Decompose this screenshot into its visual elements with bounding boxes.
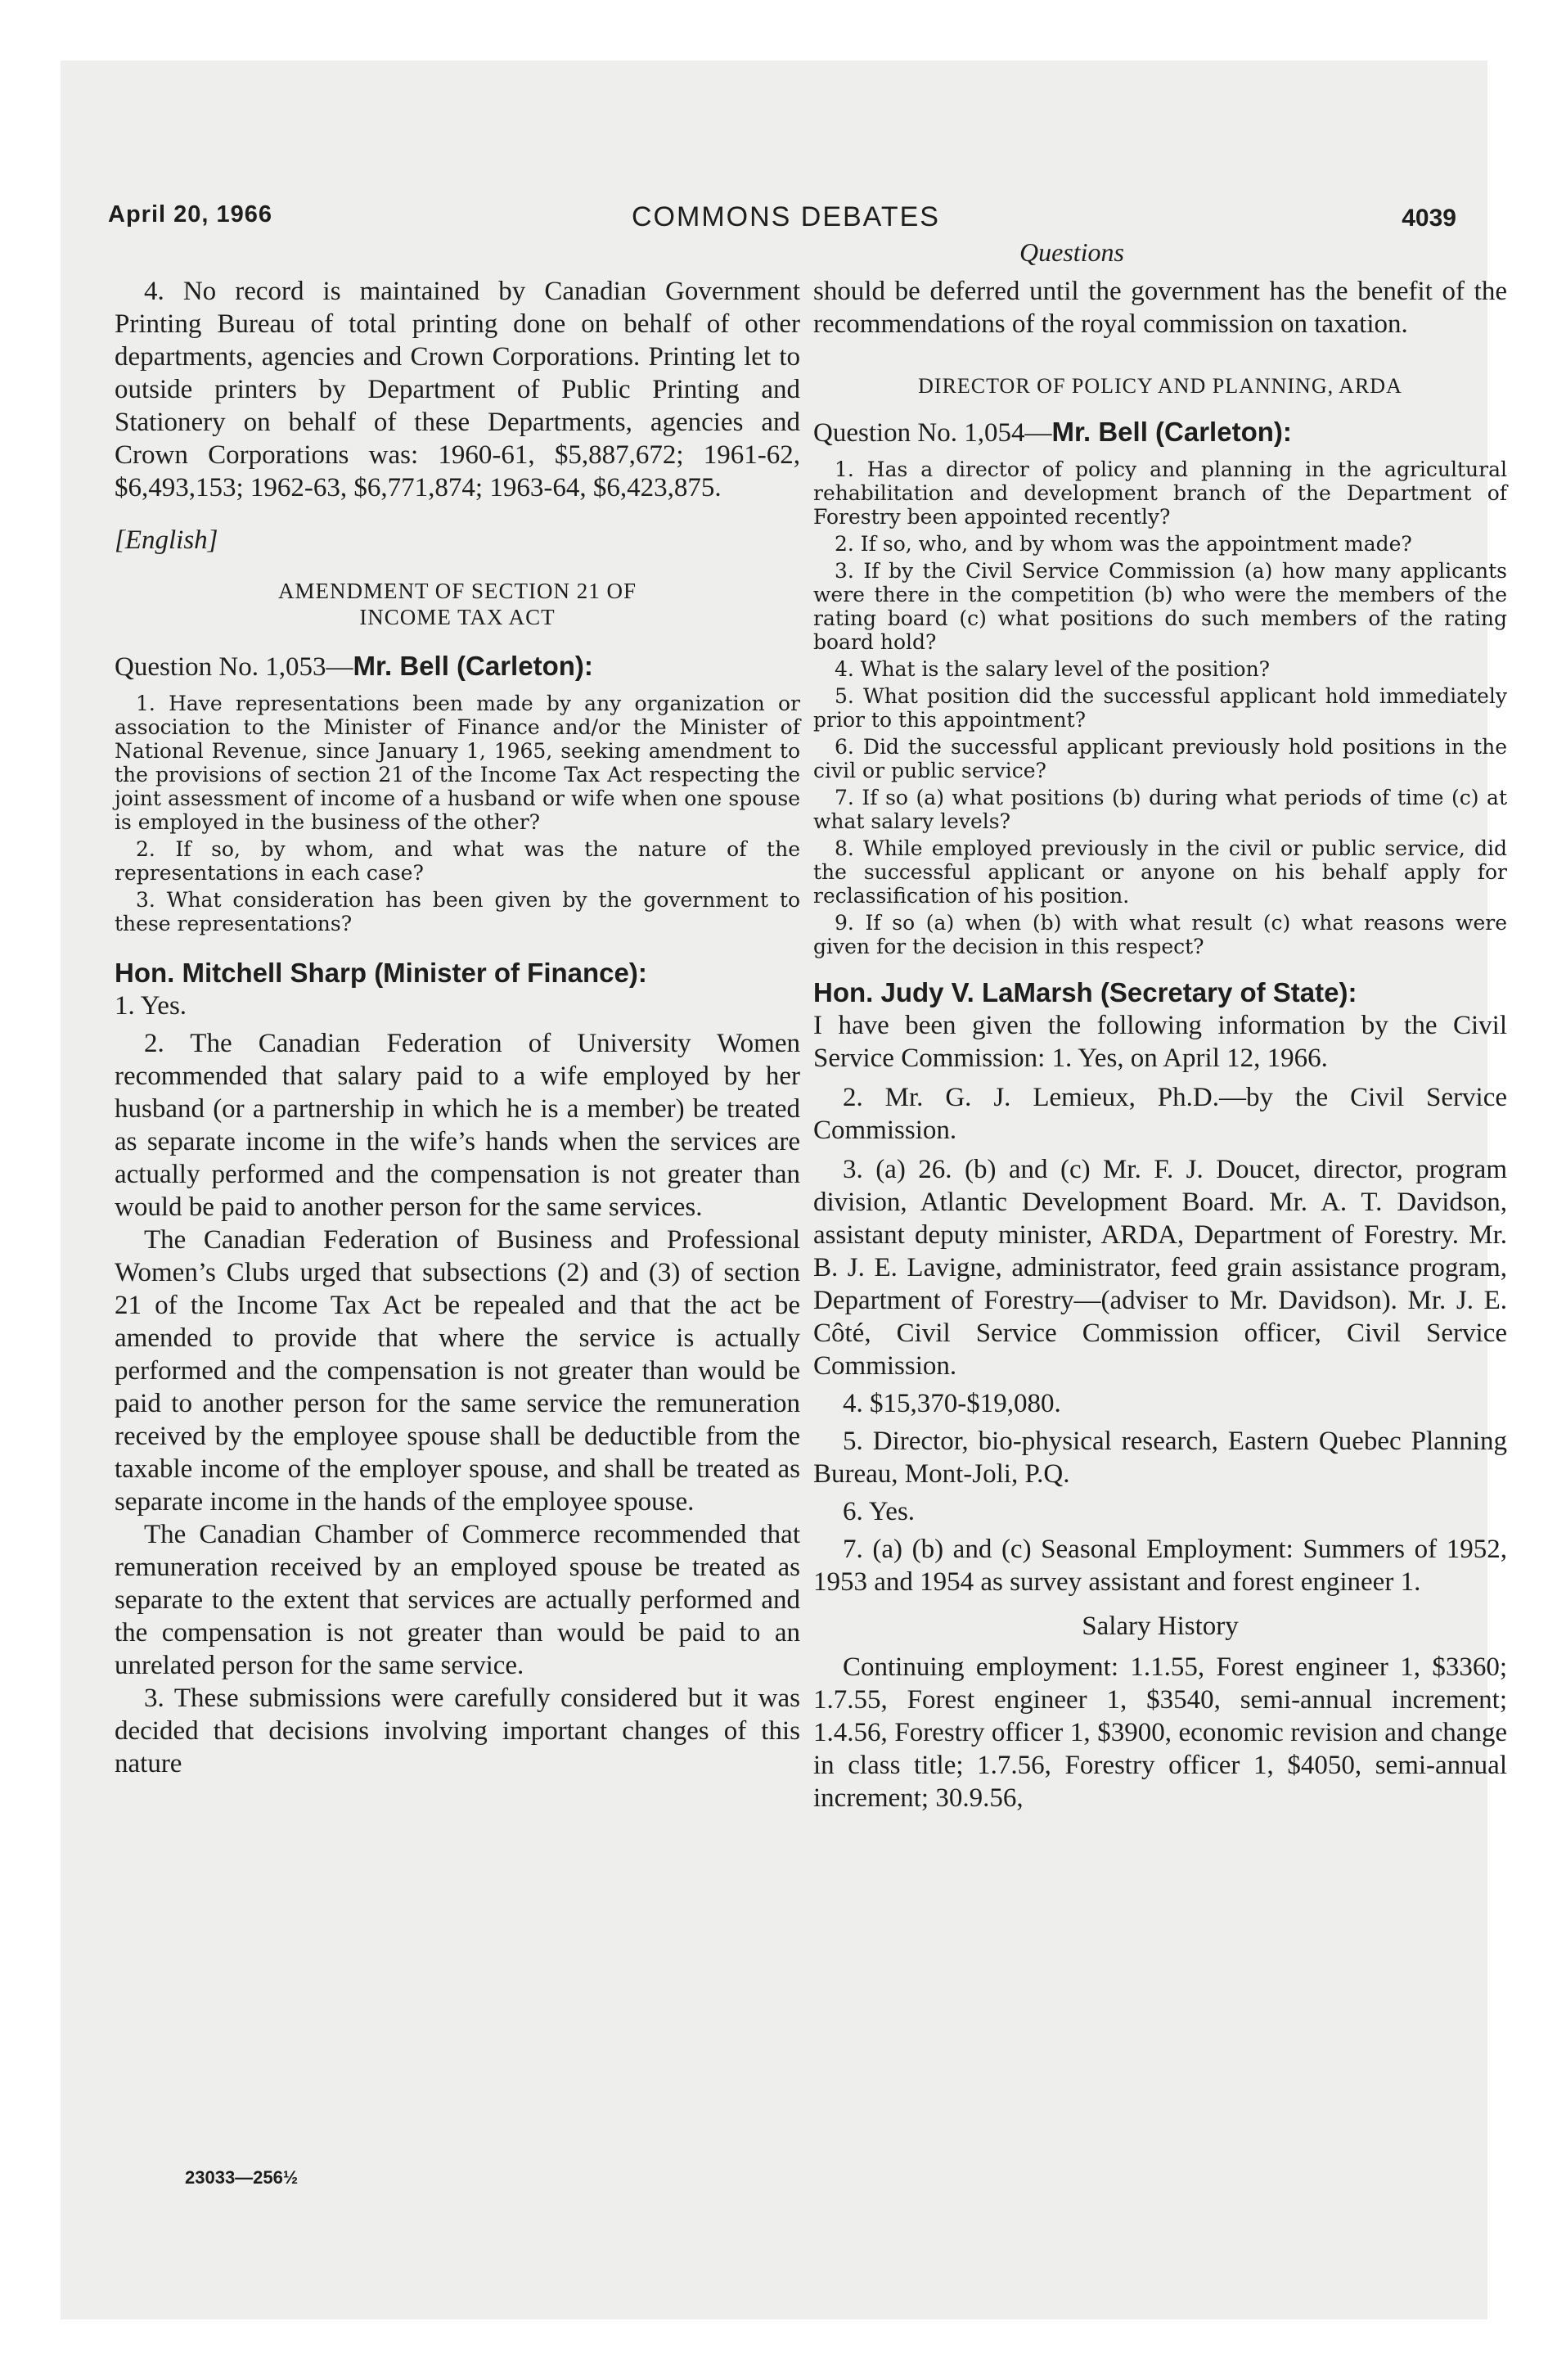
print-code: 23033—256½: [185, 2167, 299, 2188]
answer-item: 2. Mr. G. J. Lemieux, Ph.D.—by the Civil Service Commission.: [813, 1083, 1507, 1145]
question-item: 3. What consideration has been given by the government to these representations?: [115, 888, 800, 935]
question-item: 6. Did the successful applicant previously hold positions in the civil or public service?: [813, 735, 1507, 782]
section-heading: DIRECTOR OF POLICY AND PLANNING, ARDA: [918, 374, 1402, 398]
question-item: 8. While employed previously in the civil or public service, did the successful applicant or anyone on his behalf apply for reclassification of his position.: [813, 836, 1507, 908]
question-item: 1. Has a director of policy and planning in the agricultural rehabilitation and development branch of the Department of Forestry been appointed recently?: [813, 458, 1507, 529]
answer-item: 3. These submissions were carefully considered but it was decided that decisions involving important changes of this nature: [115, 1684, 800, 1778]
page-number: 4039: [1402, 205, 1456, 232]
question-number: [115, 650, 800, 683]
answer-item: I have been given the following information by the Civil Service Commission: 1. Yes, on April 12, 1966.: [813, 1011, 1507, 1073]
section-title: Questions: [1019, 237, 1124, 267]
paragraph: 4. No record is maintained by Canadian Government Printing Bureau of total printing done on behalf of other departments, agencies and Crown Corporations. Printing let to outside printers by Department of Public Printing and Stationery on behalf of these Departments, agencies and Crown Corporations was: 1960-61, $5,887,672; 1961-62, $6,493,153; 1962-63, $6,771,874; 1963-64, $6,423,875.: [115, 277, 800, 503]
left-column: [115, 275, 800, 1780]
question-item: 1. Have representations been made by any organization or association to the Minister of Finance and/or the Minister of National Revenue, since January 1, 1965, seeking amendment to the provisions of section 21 of the Income Tax Act respecting the joint assessment of income of a husband or wife when one spouse is employed in the business of the other?: [115, 692, 800, 834]
section-heading: AMENDMENT OF SECTION 21 OF: [277, 579, 637, 603]
question-item: 4. What is the salary level of the position?: [835, 657, 1271, 681]
answer-item: 5. Director, bio-physical research, Eastern Quebec Planning Bureau, Mont-Joli, P.Q.: [813, 1427, 1507, 1489]
question-author: Mr. Bell (Carleton):: [1051, 417, 1292, 447]
question-author: Mr. Bell (Carleton):: [353, 651, 593, 681]
answer-item: 7. (a) (b) and (c) Seasonal Employment: Summers of 1952, 1953 and 1954 as survey assistant and forest engineer 1.: [813, 1535, 1507, 1597]
answer-item: 6. Yes.: [843, 1497, 916, 1526]
answer-item: 1. Yes.: [115, 991, 187, 1021]
page-title: COMMONS DEBATES: [632, 201, 940, 232]
answer-item: The Canadian Chamber of Commerce recommended that remuneration received by an employed spouse be treated as separate to the extent that services are actually performed and the compensation is not greater than would be paid to an unrelated person for the same service.: [115, 1520, 800, 1680]
question-item: 9. If so (a) when (b) with what result (c) what reasons were given for the decision in this respect?: [813, 911, 1507, 958]
question-item: 2. If so, by whom, and what was the nature of the representations in each case?: [115, 837, 800, 885]
language-marker: [English]: [115, 525, 218, 555]
question-number: [813, 416, 1507, 449]
answer-speaker: Hon. Mitchell Sharp (Minister of Finance):: [115, 958, 647, 988]
answer-item: The Canadian Federation of Business and Professional Women’s Clubs urged that subsections (2) and (3) of section 21 of the Income Tax Act be repealed and that the act be amended to provide that where the service is actually performed and the compensation is not greater than would be paid to another person for the same service the remuneration received by the employee spouse shall be deductible from the taxable income of the employer spouse, and shall be treated as separate income in the hands of the employee spouse.: [115, 1225, 800, 1517]
answer-item: Continuing employment: 1.1.55, Forest engineer 1, $3360; 1.7.55, Forest engineer 1, $3540, semi-annual increment; 1.4.56, Forestry officer 1, $3900, economic revision and change in class title; 1.7.56, Forestry officer 1, $4050, semi-annual increment; 30.9.56,: [813, 1652, 1507, 1813]
question-label: Question No. 1,054—: [813, 418, 1052, 448]
answer-item: 2. The Canadian Federation of University Women recommended that salary paid to a wife employed by her husband (or a partnership in which he is a member) be treated as separate income in the wife’s hands when the services are actually performed and the compensation is not greater than would be paid to another person for the same services.: [115, 1029, 800, 1222]
question-item: 3. If by the Civil Service Commission (a) how many applicants were there in the competition (b) who were the members of the rating board (c) what positions do such members of the rating board hold?: [813, 559, 1507, 654]
question-label: Question No. 1,053—: [115, 652, 353, 682]
subsection-heading: Salary History: [1082, 1611, 1239, 1641]
right-column: [813, 275, 1507, 1814]
question-item: 2. If so, who, and by whom was the appointment made?: [835, 532, 1412, 556]
answer-speaker: Hon. Judy V. LaMarsh (Secretary of State):: [813, 977, 1357, 1007]
question-item: 5. What position did the successful applicant hold immediately prior to this appointment?: [813, 684, 1507, 732]
answer-item: 3. (a) 26. (b) and (c) Mr. F. J. Doucet, director, program division, Atlantic Development Board. Mr. A. T. Davidson, assistant deputy minister, ARDA, Department of Forestry. Mr. B. J. E. Lavigne, administrator, feed grain assistance program, Department of Forestry—(adviser to Mr. Davidson). Mr. J. E. Côté, Civil Service Commission officer, Civil Service Commission.: [813, 1155, 1507, 1381]
question-item: 7. If so (a) what positions (b) during what periods of time (c) at what salary levels?: [813, 786, 1507, 833]
section-heading: INCOME TAX ACT: [359, 605, 556, 629]
page-date: April 20, 1966: [108, 201, 272, 228]
answer-item: 4. $15,370-$19,080.: [843, 1389, 1061, 1418]
paragraph: should be deferred until the government has the benefit of the recommendations of the royal commission on taxation.: [813, 277, 1507, 339]
document-page: [61, 61, 1507, 2319]
